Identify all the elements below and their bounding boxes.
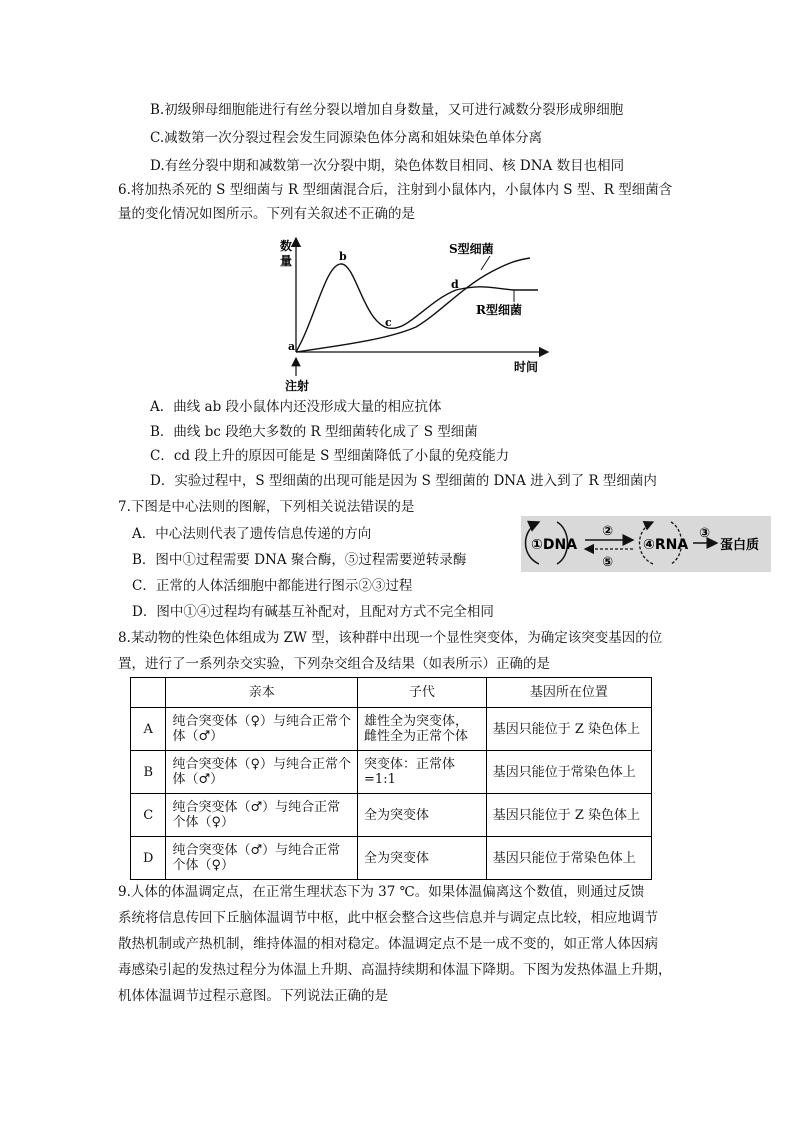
table-row [131,794,652,837]
row-offspring: 全为突变体 [358,837,487,880]
row-parent: 纯合突变体（♂）与纯合正常个体（♀） [166,837,358,880]
arrow-3-label: ③ [699,526,711,541]
y-axis-label-char1: 数 [280,239,293,253]
q7-option-b: B．图中①过程需要 DNA 聚合酶，⑤过程需要逆转录酶 [132,552,467,568]
row-label: D [131,837,166,880]
table-header-row [131,678,652,708]
q7-option-c: C．正常的人体活细胞中都能进行图示②③过程 [132,578,413,594]
row-location: 基因只能位于 Z 染色体上 [486,794,651,837]
table-header-cell: 基因所在位置 [486,678,651,708]
row-location: 基因只能位于常染色体上 [486,837,651,880]
row-offspring: 全为突变体 [358,794,487,837]
q7-stem: 7.下图是中心法则的图解，下列相关说法错误的是 [118,499,415,515]
q6-option-c: C．cd 段上升的原因可能是 S 型细菌降低了小鼠的免疫能力 [150,448,510,464]
point-a: a [288,340,296,353]
q7-option-a: A．中心法则代表了遗传信息传递的方向 [132,526,372,542]
table-row [131,837,652,880]
injection-label: 注射 [285,379,310,393]
central-dogma-diagram [521,516,771,572]
s-curve-leader [481,256,490,270]
table-row [131,708,652,751]
q5-option-b: B.初级卵母细胞能进行有丝分裂以增加自身数量，又可进行减数分裂形成卵细胞 [150,102,624,118]
q9-line2: 系统将信息传回下丘脑体温调节中枢，此中枢会整合这些信息并与调定点比较，相应地调节 [118,910,658,926]
dna-label: ①DNA [531,537,578,553]
point-b: b [339,250,347,263]
q9-line3: 散热机制或产热机制，维持体温的相对稳定。体温调定点不是一成不变的，如正常人体因病 [118,936,658,952]
q7-option-d: D．图中①④过程均有碱基互补配对，且配对方式不完全相同 [132,604,494,620]
r-curve-label: R型细菌 [476,303,522,317]
q6-option-d: D．实验过程中，S 型细菌的出现可能是因为 S 型细菌的 DNA 进入到了 R 型细菌内 [150,473,657,489]
q8-stem-line1: 8.某动物的性染色体组成为 ZW 型，该种群中出现一个显性突变体，为确定该突变基因的位 [118,630,663,646]
row-label: A [131,708,166,751]
x-axis-label: 时间 [514,360,539,374]
q5-option-d: D.有丝分裂中期和减数第一次分裂中期，染色体数目相同、核 DNA 数目也相同 [150,158,625,174]
q9-line4: 毒感染引起的发热过程分为体温上升期、高温持续期和体温下降期。下图为发热体温上升期， [118,962,672,978]
table-header-cell [131,678,166,708]
s-curve-label: S型细菌 [449,242,494,256]
point-c: c [385,316,392,329]
row-label: C [131,794,166,837]
q6-option-b: B．曲线 bc 段绝大多数的 R 型细菌转化成了 S 型细菌 [150,424,478,440]
row-parent: 纯合突变体（♀）与纯合正常个体（♂） [166,751,358,794]
q8-stem-line2: 置，进行了一系列杂交实验，下列杂交组合及结果（如表所示）正确的是 [118,656,550,672]
row-offspring: 突变体：正常体=1:1 [358,751,487,794]
q9-line1: 9.人体的体温调定点，在正常生理状态下为 37 ℃。如果体温偏离这个数值，则通过反馈 [118,884,645,900]
table-header-cell: 亲本 [166,678,358,708]
rna-label: ④RNA [643,537,689,553]
row-location: 基因只能位于常染色体上 [486,751,651,794]
arrow-2-label: ② [602,524,614,539]
bacteria-count-chart [276,232,558,398]
table-header-cell: 子代 [358,678,487,708]
row-parent: 纯合突变体（♀）与纯合正常个体（♂） [166,708,358,751]
row-label: B [131,751,166,794]
q5-option-c: C.减数第一次分裂过程会发生同源染色体分离和姐妹染色单体分离 [150,130,543,146]
y-axis-label-char2: 量 [280,254,293,268]
cross-results-table [130,677,652,880]
point-d: d [451,278,459,291]
arrow-5-label: ⑤ [602,555,614,570]
row-location: 基因只能位于 Z 染色体上 [486,708,651,751]
q6-stem-line1: 6.将加热杀死的 S 型细菌与 R 型细菌混合后，注射到小鼠体内，小鼠体内 S 型、R 型细菌含 [118,182,673,198]
y-axis-label [280,238,292,268]
q9-line5: 机体体温调节过程示意图。下列说法正确的是 [118,988,388,1004]
q6-stem-line2: 量的变化情况如图所示。下列有关叙述不正确的是 [118,206,415,222]
q6-option-a: A．曲线 ab 段小鼠体内还没形成大量的相应抗体 [150,399,442,415]
protein-label: 蛋白质 [720,538,760,553]
table-row [131,751,652,794]
row-parent: 纯合突变体（♂）与纯合正常个体（♀） [166,794,358,837]
row-offspring: 雄性全为突变体，雌性全为正常个体 [358,708,487,751]
